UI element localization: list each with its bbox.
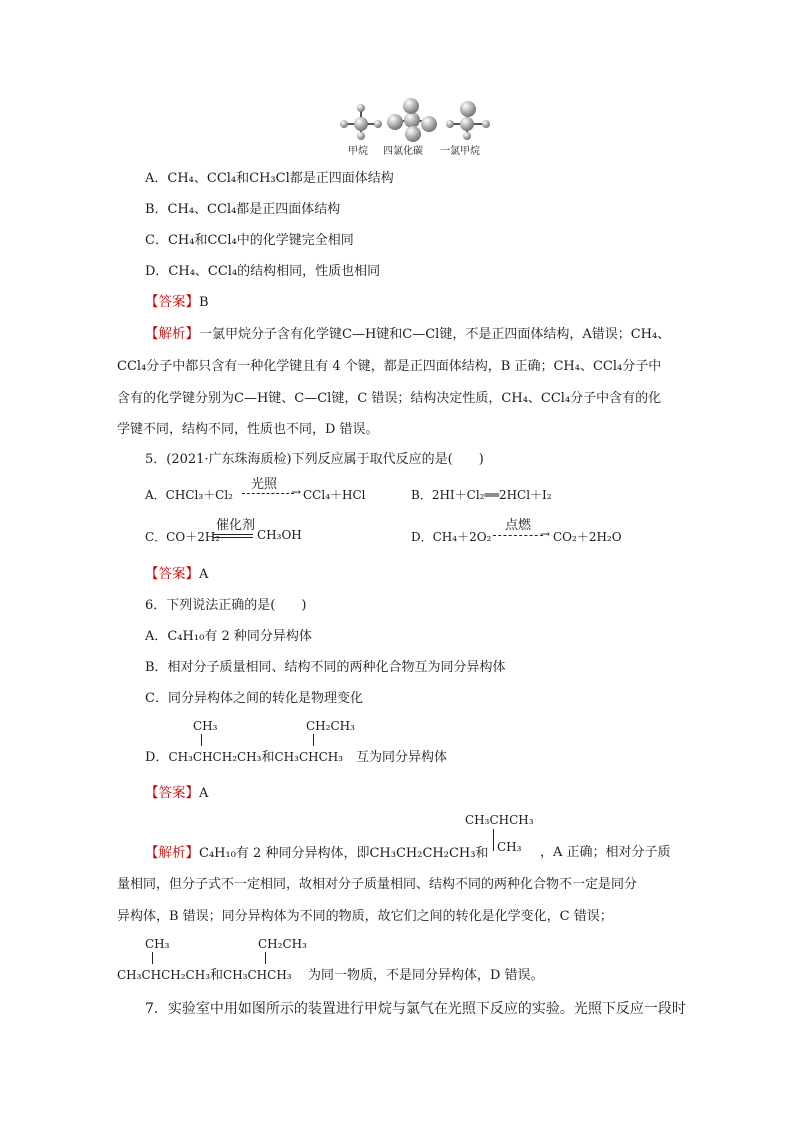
q6-analysis-line3: 异构体，B 错误；同分异构体为不同的物质，故它们之间的转化是化学变化，C 错误； <box>117 909 613 924</box>
q6-option-c: C．同分异构体之间的转化是物理变化 <box>145 691 363 706</box>
q6-an-iso-bond <box>493 829 494 851</box>
q6-answer <box>145 781 208 801</box>
q6-d-and: 和 <box>261 750 275 765</box>
q6-d-main2: CH₃CHCH₃ <box>274 750 344 764</box>
q6-d-bond2 <box>313 734 314 746</box>
answer-tag: 【答案】 <box>145 785 199 801</box>
q6-option-a: A．C₄H₁₀有 2 种同分异构体 <box>145 629 312 644</box>
q4-analysis-line4: 学键不同，结构不同，性质也不同，D 错误。 <box>117 422 379 437</box>
answer-value: B <box>199 295 209 310</box>
q6-d-bond1 <box>201 734 202 746</box>
label-ch3cl: 一氯甲烷 <box>440 146 480 157</box>
q6-an-iso-top: CH₃CHCH₃ <box>465 813 534 827</box>
q5-a-arrow <box>242 493 294 494</box>
q6-an-branch2: CH₂CH₃ <box>258 937 307 951</box>
answer-value: A <box>199 567 209 582</box>
analysis-text-a: C₄H₁₀有 2 种同分异构体，即CH₃CH₂CH₂CH₃和 <box>199 846 489 861</box>
q6-d-prefix: D． <box>145 750 169 765</box>
analysis-text: 一氯甲烷分子含有化学键C—H键和C—Cl键，不是正四面体结构，A错误；CH₄、 <box>199 327 671 342</box>
q6-an-main2: CH₃CHCH₃ <box>223 968 292 982</box>
answer-tag: 【答案】 <box>145 566 199 582</box>
ch3cl-model <box>446 101 490 141</box>
q6-analysis-line2: 量相同，但分子式不一定相同，故相对分子质量相同、结构不同的两种化合物不一定是同分 <box>117 877 638 892</box>
answer-value: A <box>199 786 209 801</box>
q5-a-arrowhead: → <box>291 485 302 499</box>
q6-an-main1: CH₃CHCH₂CH₃ <box>117 968 211 982</box>
ccl4-model <box>387 98 437 142</box>
q5-d-products: CO₂＋2H₂O <box>553 530 622 544</box>
q6-d-main1: CH₃CHCH₂CH₃ <box>168 750 262 764</box>
q6-d-branch2: CH₂CH₃ <box>306 719 355 733</box>
analysis-tag: 【解析】 <box>145 845 199 861</box>
q6-an-bond2 <box>265 952 266 964</box>
q5-a-reactants: A．CHCl₃＋Cl₂ <box>145 488 233 502</box>
q6-option-b: B．相对分子质量相同、结构不同的两种化合物互为同分异构体 <box>145 660 506 675</box>
q6-option-d <box>145 746 343 765</box>
q4-answer <box>145 290 209 310</box>
q6-d-branch1: CH₃ <box>193 719 218 733</box>
q6-an-and: 和 <box>210 968 224 983</box>
q5-d-reactants: D．CH₄＋2O₂ <box>411 530 492 544</box>
q6-stem: 6．下列说法正确的是( ) <box>145 598 307 613</box>
q5-a-condition: 光照 <box>251 477 278 492</box>
q5-answer <box>145 562 208 582</box>
q6-analysis-line1-end: ，A 正确；相对分子质 <box>540 845 671 860</box>
q5-option-a <box>145 486 233 503</box>
q6-d-suffix: 互为同分异构体 <box>356 750 448 765</box>
q6-analysis-line4-end: 为同一物质，不是同分异构体，D 错误。 <box>308 968 544 983</box>
q6-an-branch1: CH₃ <box>145 937 170 951</box>
methane-model <box>340 103 382 139</box>
label-ccl4: 四氯化碳 <box>383 146 423 157</box>
analysis-tag: 【解析】 <box>145 326 199 342</box>
q5-d-arrow <box>493 535 543 536</box>
q5-c-condition: 催化剂 <box>216 518 256 533</box>
q5-a-products: CCl₄＋HCl <box>303 488 366 502</box>
q4-analysis-line2: CCl₄分子中都只含有一种化学键且有 4 个键，都是正四面体结构，B 正确；CH₄、CCl₄分子中 <box>117 359 662 374</box>
q6-an-bond1 <box>152 952 153 964</box>
q4-analysis-line3: 含有的化学键分别为C—H键、C—Cl键，C 错误；结构决定性质，CH₄、CCl₄分子中含有的化 <box>117 391 662 406</box>
q5-c-equals <box>213 534 253 538</box>
label-methane: 甲烷 <box>348 146 368 157</box>
q6-analysis-line4 <box>117 964 292 983</box>
q5-option-b: B．2HI＋Cl₂══2HCl＋I₂ <box>411 488 552 502</box>
q5-d-arrowhead: → <box>540 527 551 541</box>
q7-stem: 7．实验室中用如图所示的装置进行甲烷与氯气在光照下反应的实验。光照下反应一段时 <box>145 1001 686 1017</box>
q4-analysis-line1 <box>145 322 670 342</box>
q4-option-a: A．CH₄、CCl₄和CH₃Cl都是正四面体结构 <box>145 171 394 186</box>
q5-d-condition: 点燃 <box>505 518 532 533</box>
answer-tag: 【答案】 <box>145 294 199 310</box>
q5-c-reactants: C．CO＋2H₂ <box>145 530 221 544</box>
q6-an-iso-bottom: CH₃ <box>497 840 522 854</box>
q4-option-b: B．CH₄、CCl₄都是正四面体结构 <box>145 202 341 217</box>
q4-option-d: D．CH₄、CCl₄的结构相同，性质也相同 <box>145 264 381 279</box>
q6-analysis-line1 <box>145 841 488 861</box>
q4-option-c: C．CH₄和CCl₄中的化学键完全相同 <box>145 233 354 248</box>
q5-stem: 5．(2021·广东珠海质检)下列反应属于取代反应的是( ) <box>145 452 484 467</box>
q5-c-products: CH₃OH <box>257 528 302 542</box>
